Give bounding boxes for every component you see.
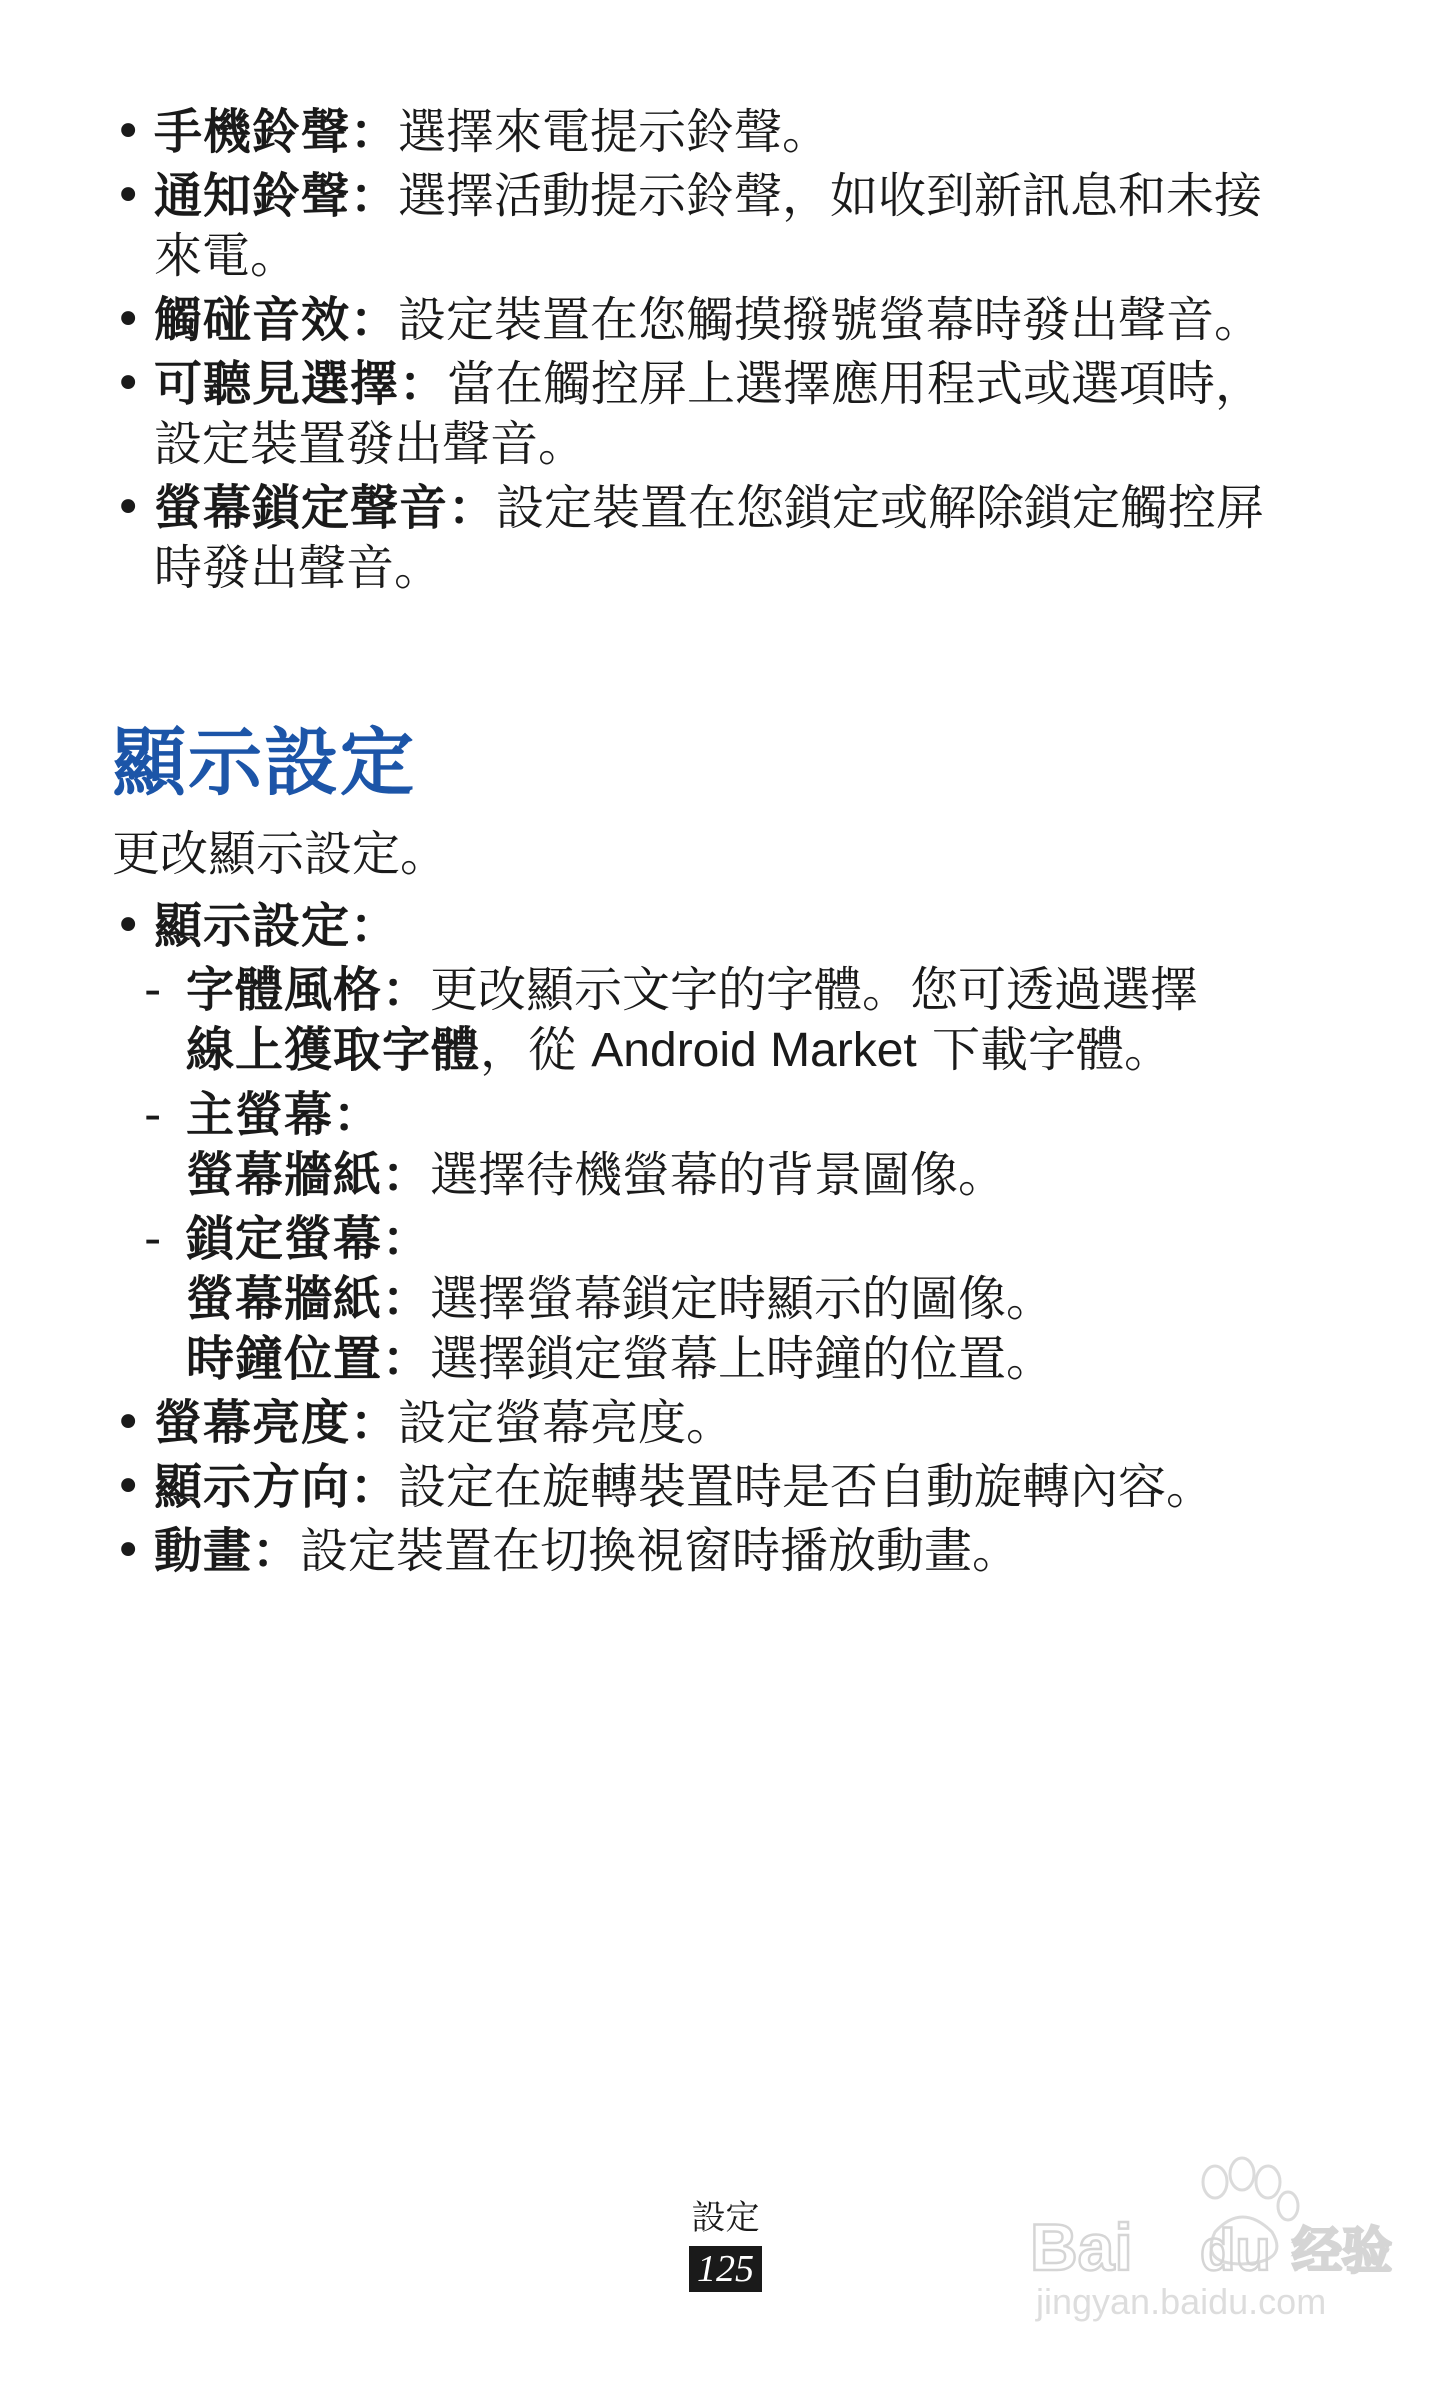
item-term: 螢幕牆紙 <box>186 1271 383 1327</box>
sound-settings-list <box>112 102 1312 602</box>
item-term: 螢幕鎖定聲音 <box>154 480 449 536</box>
watermark-brand-text: du <box>1200 2218 1271 2283</box>
section-title: 顯示設定 <box>112 720 416 806</box>
item-description: 設定裝置在您鎖定或解除鎖定觸控屏時發出聲音。 <box>154 480 1265 596</box>
list-item <box>112 478 1304 598</box>
watermark-brand-text: 经验 <box>1292 2222 1392 2280</box>
item-colon: ： <box>350 1395 399 1451</box>
bullet-icon: • <box>114 292 143 348</box>
item-colon: ： <box>350 898 399 954</box>
item-term: 顯示方向 <box>154 1459 351 1515</box>
baidu-jingyan-watermark <box>1010 2152 1410 2332</box>
list-item <box>112 166 1304 286</box>
item-term: 時鐘位置 <box>186 1331 383 1387</box>
list-item <box>112 1521 1312 1581</box>
dash-marker: - <box>144 1211 162 1267</box>
item-description: 選擇待機螢幕的背景圖像。 <box>430 1147 1007 1203</box>
item-description: 選擇鎖定螢幕上時鐘的位置。 <box>430 1331 1055 1387</box>
bullet-icon: • <box>114 1459 143 1515</box>
item-term: 可聽見選擇 <box>154 356 400 412</box>
item-term: 通知鈴聲 <box>154 168 351 224</box>
item-description: 設定裝置在切換視窗時播放動畫。 <box>300 1523 1021 1579</box>
page-number: 125 <box>689 2246 762 2292</box>
item-colon: ： <box>350 1459 399 1515</box>
item-colon: ： <box>399 356 448 412</box>
bullet-icon: • <box>114 1523 143 1579</box>
item-term: 螢幕亮度 <box>154 1395 351 1451</box>
list-item <box>112 896 1312 1389</box>
item-colon: ： <box>382 1211 431 1267</box>
sub-line <box>186 1020 1336 1081</box>
bullet-icon: • <box>114 168 143 224</box>
item-colon: ： <box>252 1523 301 1579</box>
item-term: 字體風格 <box>186 962 383 1018</box>
item-description: 更改顯示文字的字體。您可透過選擇 <box>430 962 1199 1018</box>
sub-line <box>186 1329 1312 1389</box>
item-description: 設定螢幕亮度。 <box>398 1395 735 1451</box>
bullet-icon: • <box>114 1395 143 1451</box>
item-description: 下載字體。 <box>916 1022 1173 1078</box>
item-description: 選擇螢幕鎖定時顯示的圖像。 <box>430 1271 1055 1327</box>
dash-marker: - <box>144 962 162 1018</box>
item-description: 選擇來電提示鈴聲。 <box>398 104 831 160</box>
item-term: 手機鈴聲 <box>154 104 351 160</box>
item-colon: ： <box>382 1331 431 1387</box>
item-colon: ： <box>350 104 399 160</box>
item-term: 觸碰音效 <box>154 292 351 348</box>
bullet-icon: • <box>114 898 143 954</box>
item-term: 鎖定螢幕 <box>186 1211 383 1267</box>
sublist-item-font-style <box>144 960 1336 1081</box>
list-item <box>112 290 1304 350</box>
android-market-text: Android Market <box>591 1024 917 1077</box>
item-term: 顯示設定 <box>154 898 351 954</box>
watermark-brand-text: Bai <box>1030 2210 1133 2284</box>
item-description: ，從 <box>480 1022 592 1078</box>
item-colon: ： <box>350 168 399 224</box>
item-term: 螢幕牆紙 <box>186 1147 383 1203</box>
bullet-icon: • <box>114 480 143 536</box>
item-description: 選擇活動提示鈴聲，如收到新訊息和未接來電。 <box>154 168 1263 284</box>
sublist-item-lock-screen <box>144 1209 1312 1389</box>
watermark-url-text: jingyan.baidu.com <box>1036 2281 1327 2322</box>
item-colon: ： <box>382 1147 431 1203</box>
list-item <box>112 102 1312 162</box>
item-colon: ： <box>448 480 497 536</box>
item-term: 動畫 <box>154 1523 253 1579</box>
item-colon: ： <box>333 1087 382 1143</box>
item-term: 線上獲取字體 <box>186 1022 481 1078</box>
item-colon: ： <box>382 1271 431 1327</box>
item-description: 當在觸控屏上選擇應用程式或選項時，設定裝置發出聲音。 <box>154 356 1264 472</box>
bullet-icon: • <box>114 356 143 412</box>
sub-line <box>186 1209 1312 1269</box>
sub-line <box>186 1269 1312 1329</box>
footer-section-label: 設定 <box>691 2198 760 2238</box>
list-item <box>112 1457 1312 1517</box>
item-description: 設定在旋轉裝置時是否自動旋轉內容。 <box>398 1459 1215 1515</box>
display-settings-list <box>112 896 1312 1585</box>
bullet-icon: • <box>114 104 143 160</box>
sub-line <box>186 1085 1312 1145</box>
sub-line <box>186 1145 1312 1205</box>
display-settings-sublist <box>144 960 1312 1389</box>
item-description: 設定裝置在您觸摸撥號螢幕時發出聲音。 <box>398 292 1263 348</box>
item-term: 主螢幕 <box>186 1087 334 1143</box>
dash-marker: - <box>144 1087 162 1143</box>
section-intro: 更改顯示設定。 <box>112 826 449 882</box>
list-item <box>112 1393 1312 1453</box>
sub-line <box>186 960 1336 1020</box>
item-colon: ： <box>382 962 431 1018</box>
sublist-item-home-screen <box>144 1085 1312 1205</box>
list-item <box>112 354 1304 474</box>
item-colon: ： <box>350 292 399 348</box>
